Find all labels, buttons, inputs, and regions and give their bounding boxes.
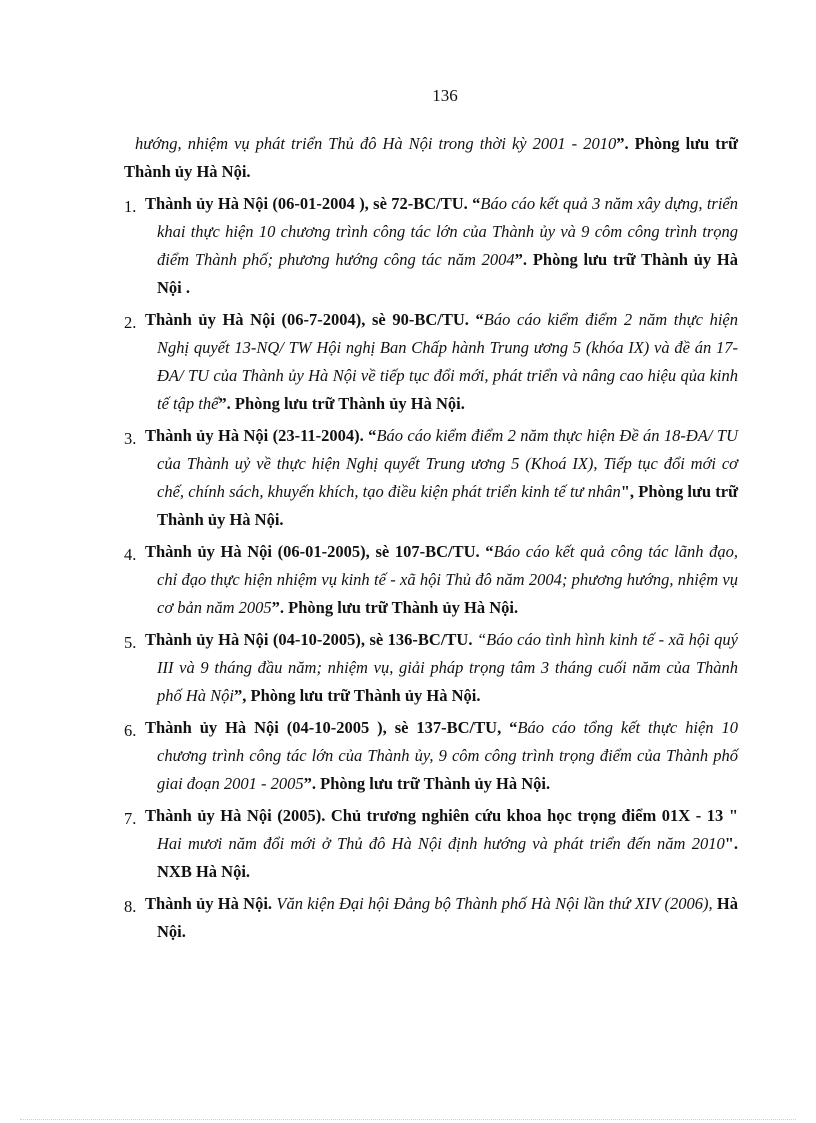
reference-number: 4. (124, 545, 137, 564)
reference-item (124, 538, 738, 622)
reference-item (124, 802, 738, 886)
reference-author: Thành ủy Hà Nội (23-11-2004). “ (145, 426, 377, 445)
reference-item (124, 890, 738, 946)
reference-item (124, 422, 738, 534)
reference-source: ”. Phòng lưu trữ Thành ủy Hà Nội . (157, 250, 738, 297)
reference-number: 2. (124, 313, 137, 332)
reference-item (124, 306, 738, 418)
reference-title: Báo cáo kiểm điểm 2 năm thực hiện Nghị quyết 13-NQ/ TW Hội nghị Ban Chấp hành Trung ương 5 (khóa IX) và đề án 17-ĐA/ TU của Thành ủy Hà Nội về tiếp tục đổi mới, phát triển và nâng cao hiệu qủa kinh tế tập thể (157, 310, 738, 413)
reference-continuation (124, 130, 738, 186)
reference-title: Báo cáo kiểm điểm 2 năm thực hiện Đề án 18-ĐA/ TU của Thành uỷ về thực hiện Nghị quyết Trung ương 5 (Khoá IX), Tiếp tục đổi mới cơ chế, chính sách, khuyến khích, tạo điều kiện phát triển kinh tế tư nhân (157, 426, 738, 501)
reference-author: Thành ủy Hà Nội (06-01-2004 ), sè 72-BC/TU. “ (145, 194, 481, 213)
reference-list (124, 190, 738, 946)
reference-number: 3. (124, 429, 137, 448)
reference-author: Thành ủy Hà Nội (2005). Chủ trương nghiên cứu khoa học trọng điểm 01X - 13 " (145, 806, 738, 825)
reference-source: ”. Phòng lưu trữ Thành ủy Hà Nội. (271, 598, 519, 617)
reference-number: 6. (124, 721, 137, 740)
continuation-tail: ”. Phòng lưu trữ Thành ủy Hà Nội. (124, 134, 738, 181)
continuation-title: hướng, nhiệm vụ phát triển Thủ đô Hà Nội trong thời kỳ 2001 - 2010 (135, 134, 617, 153)
reference-title: Báo cáo kết quả công tác lãnh đạo, chỉ đạo thực hiện nhiệm vụ kinh tế - xã hội Thủ đô năm 2004; phương hướng, nhiệm vụ cơ bản năm 2005 (157, 542, 738, 617)
page-bottom-divider (20, 1119, 796, 1120)
reference-source: ". NXB Hà Nội. (157, 834, 738, 881)
reference-title: Báo cáo kết quả 3 năm xây dựng, triển khai thực hiện 10 chương trình công tác lớn của Thành ủy và 9 côm công trình trọng điểm Thành phố; phương hướng công tác năm 2004 (157, 194, 738, 269)
reference-number: 8. (124, 897, 137, 916)
reference-title: Báo cáo tổng kết thực hiện 10 chương trình công tác lớn của Thành ủy, 9 côm công trình trọng điểm của Thành phố giai đoạn 2001 - 2005 (157, 718, 738, 793)
reference-item (124, 190, 738, 302)
reference-source: ”. Phòng lưu trữ Thành ủy Hà Nội. (218, 394, 465, 413)
reference-item (124, 714, 738, 798)
reference-author: Thành ủy Hà Nội (04-10-2005), sè 136-BC/TU. (145, 630, 477, 649)
reference-item (124, 626, 738, 710)
page-number: 136 (432, 86, 458, 105)
reference-author: Thành ủy Hà Nội (06-01-2005), sè 107-BC/TU. “ (145, 542, 494, 561)
reference-title: Văn kiện Đại hội Đảng bộ Thành phố Hà Nội lần thứ XIV (2006), (276, 894, 713, 913)
reference-author: Thành ủy Hà Nội (04-10-2005 ), sè 137-BC/TU, “ (145, 718, 518, 737)
reference-number: 7. (124, 809, 137, 828)
reference-source: ", Phòng lưu trữ Thành ủy Hà Nội. (157, 482, 739, 529)
reference-source: ”, Phòng lưu trữ Thành ủy Hà Nội. (234, 686, 481, 705)
references-section (124, 130, 738, 950)
reference-title: “Báo cáo tình hình kinh tế - xã hội quý III và 9 tháng đầu năm; nhiệm vụ, giải pháp trọng tâm 3 tháng cuối năm của Thành phố Hà Nội (157, 630, 738, 705)
reference-author: Thành ủy Hà Nội (06-7-2004), sè 90-BC/TU. “ (145, 310, 484, 329)
reference-source: Hà Nội. (157, 894, 738, 941)
reference-number: 1. (124, 197, 137, 216)
reference-title: Hai mươi năm đổi mới ở Thủ đô Hà Nội định hướng và phát triển đến năm 2010 (157, 834, 725, 853)
reference-number: 5. (124, 633, 137, 652)
reference-source: ”. Phòng lưu trữ Thành ủy Hà Nội. (303, 774, 551, 793)
reference-author: Thành ủy Hà Nội. (145, 894, 277, 913)
